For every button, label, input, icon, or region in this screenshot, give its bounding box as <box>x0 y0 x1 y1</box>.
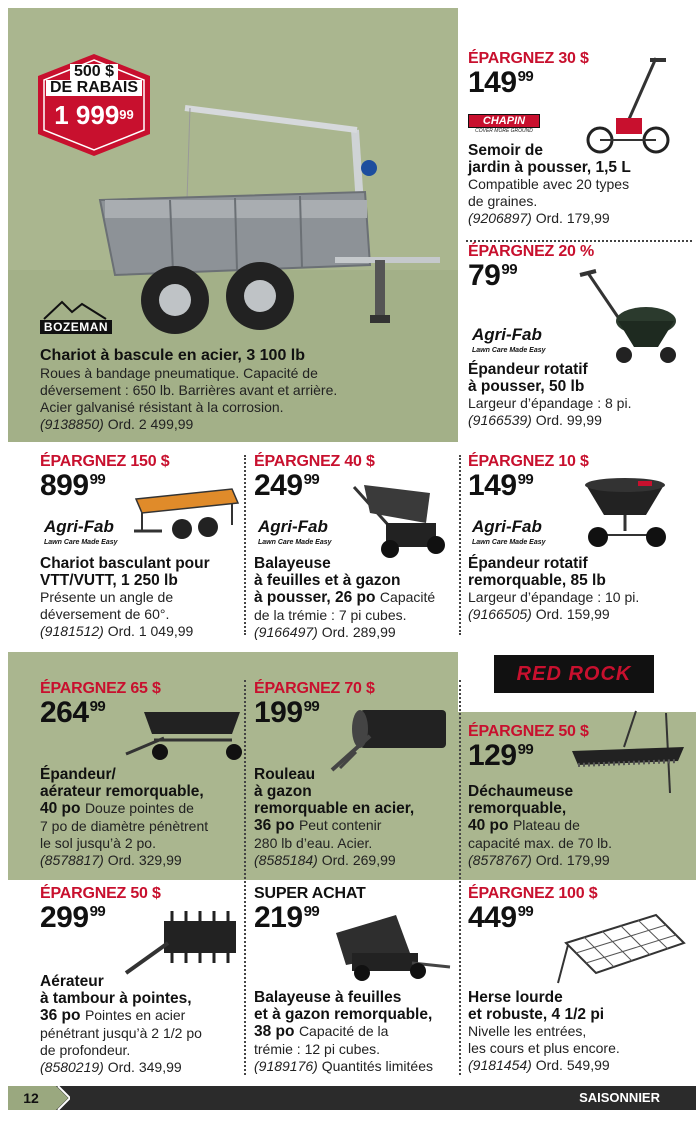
agrifab-logo: Agri-Fab Lawn Care Made Easy <box>472 517 546 546</box>
product-desc: déversement : 650 lb. Barrières avant et arrière. <box>40 382 338 398</box>
tow-spreader-image <box>580 475 670 553</box>
push-spreader-image <box>576 269 686 365</box>
agrifab-logo: Agri-Fab Lawn Care Made Easy <box>258 517 332 546</box>
product-desc: Roues à bandage pneumatique. Capacité de <box>40 365 318 381</box>
dechaumeuse-card[interactable]: ÉPARGNEZ 50 $ $129^{99}$ Déchaumeuse remorquable, 40 po Plateau de capacité max. de 70 lb. (8578767) Ord. 179,99 <box>468 723 696 878</box>
atv-trailer-image <box>132 485 242 545</box>
semoir-card[interactable]: ÉPARGNEZ 30 $ $149^{99}$ CHAPIN COVER MORE GROUND Semoir de jardin à pousser, 1,5 L Compatible avec 20 types de graines. (9206897) Ord. 179,99 <box>468 50 696 238</box>
rouleau-card[interactable]: ÉPARGNEZ 70 $ $199^{99}$ Rouleau à gazon remorquable en acier, 36 po Peut contenir 280 lb d’eau. Acier. (8585184) Ord. 269,99 <box>254 680 454 875</box>
badge-price: 1 999 <box>54 100 120 130</box>
product-title: Chariot à bascule en acier, 3 100 lb <box>40 347 306 364</box>
product-ord: Ord. 2 499,99 <box>107 416 194 432</box>
spreader-aerator-image <box>124 706 244 768</box>
dump-trailer-image <box>95 90 445 335</box>
tow-sweeper-image <box>332 913 452 985</box>
epandeur-pousser-card[interactable]: ÉPARGNEZ 20 % $79^{99}$ Agri-Fab Lawn Care Made Easy Épandeur rotatif à pousser, 50 lb Largeur d’épandage : 8 pi. (9166539) Ord. 99,99 <box>468 243 696 438</box>
epandeur-remorquable-card[interactable]: ÉPARGNEZ 10 $ $149^{99}$ Agri-Fab Lawn Care Made Easy Épandeur rotatif remorquable, 85 lb Largeur d’épandage : 10 pi. (9166505) Ord. 159,99 <box>468 453 696 643</box>
redrock-logo: RED ROCK <box>494 655 654 693</box>
product-title: jardin à pousser, 1,5 L <box>468 159 631 176</box>
badge-line1: 500 $ <box>70 64 118 80</box>
seeder-image <box>586 56 690 156</box>
page-number: 12 <box>23 1090 39 1106</box>
bozeman-logo: BOZEMAN <box>40 300 112 334</box>
balayeuse-pousser-card[interactable]: ÉPARGNEZ 40 $ $249^{99}$ Agri-Fab Lawn Care Made Easy Balayeuse à feuilles et à gazon à pousser, 26 po Capacité de la trémie : 7 pi cubes. (9166497) Ord. 289,99 <box>254 453 454 643</box>
product-title: Semoir de <box>468 142 543 159</box>
balayeuse-remorquable-card[interactable]: SUPER ACHAT $219^{99}$ Balayeuse à feuilles et à gazon remorquable, 38 po Capacité de la trémie : 12 pi cubes. (9189176) Quantités limitées <box>254 885 454 1080</box>
agrifab-logo: Agri-Fab Lawn Care Made Easy <box>472 325 546 354</box>
section-label: SAISONNIER <box>579 1090 660 1105</box>
push-sweeper-image <box>350 483 450 561</box>
save-label: ÉPARGNEZ 30 $ <box>468 50 589 67</box>
chapin-logo: CHAPIN COVER MORE GROUND <box>468 114 540 134</box>
badge-line2: DE RABAIS <box>46 80 142 96</box>
agrifab-logo: Agri-Fab Lawn Care Made Easy <box>44 517 118 546</box>
chariot-vtt-card[interactable]: ÉPARGNEZ 150 $ $899^{99}$ Agri-Fab Lawn Care Made Easy Chariot basculant pour VTT/VUTT, 1 250 lb Présente un angle de déversement de 60°. (9181512) Ord. 1 049,99 <box>40 453 240 643</box>
aerateur-remorquable-card[interactable]: ÉPARGNEZ 65 $ $264^{99}$ Épandeur/ aérateur remorquable, 40 po Douze pointes de 7 po de diamètre pénètrent le sol jusqu’à 2 po. (8578817) Ord. 329,99 <box>40 680 240 875</box>
product-sku: (9138850) <box>40 416 104 432</box>
spike-aerator-image <box>124 907 244 979</box>
mountain-icon <box>40 300 112 320</box>
price: $149^{99}$ <box>468 66 534 99</box>
chariot-acier-info <box>40 346 450 433</box>
product-desc: Acier galvanisé résistant à la corrosion. <box>40 399 284 415</box>
page-number-tab <box>8 1086 70 1110</box>
divider <box>466 240 692 242</box>
badge-cents: 99 <box>119 107 134 122</box>
drag-harrow-image <box>556 913 686 985</box>
herse-card[interactable]: ÉPARGNEZ 100 $ $449^{99}$ Herse lourde et robuste, 4 1/2 pi Nivelle les entrées, les cours et plus encore. (9181454) Ord. 549,99 <box>468 885 696 1080</box>
aerateur-tambour-card[interactable]: ÉPARGNEZ 50 $ $299^{99}$ Aérateur à tambour à pointes, 36 po Pointes en acier pénétrant jusqu’à 2 1/2 po de profondeur. (8580219) Ord. 349,99 <box>40 885 240 1080</box>
